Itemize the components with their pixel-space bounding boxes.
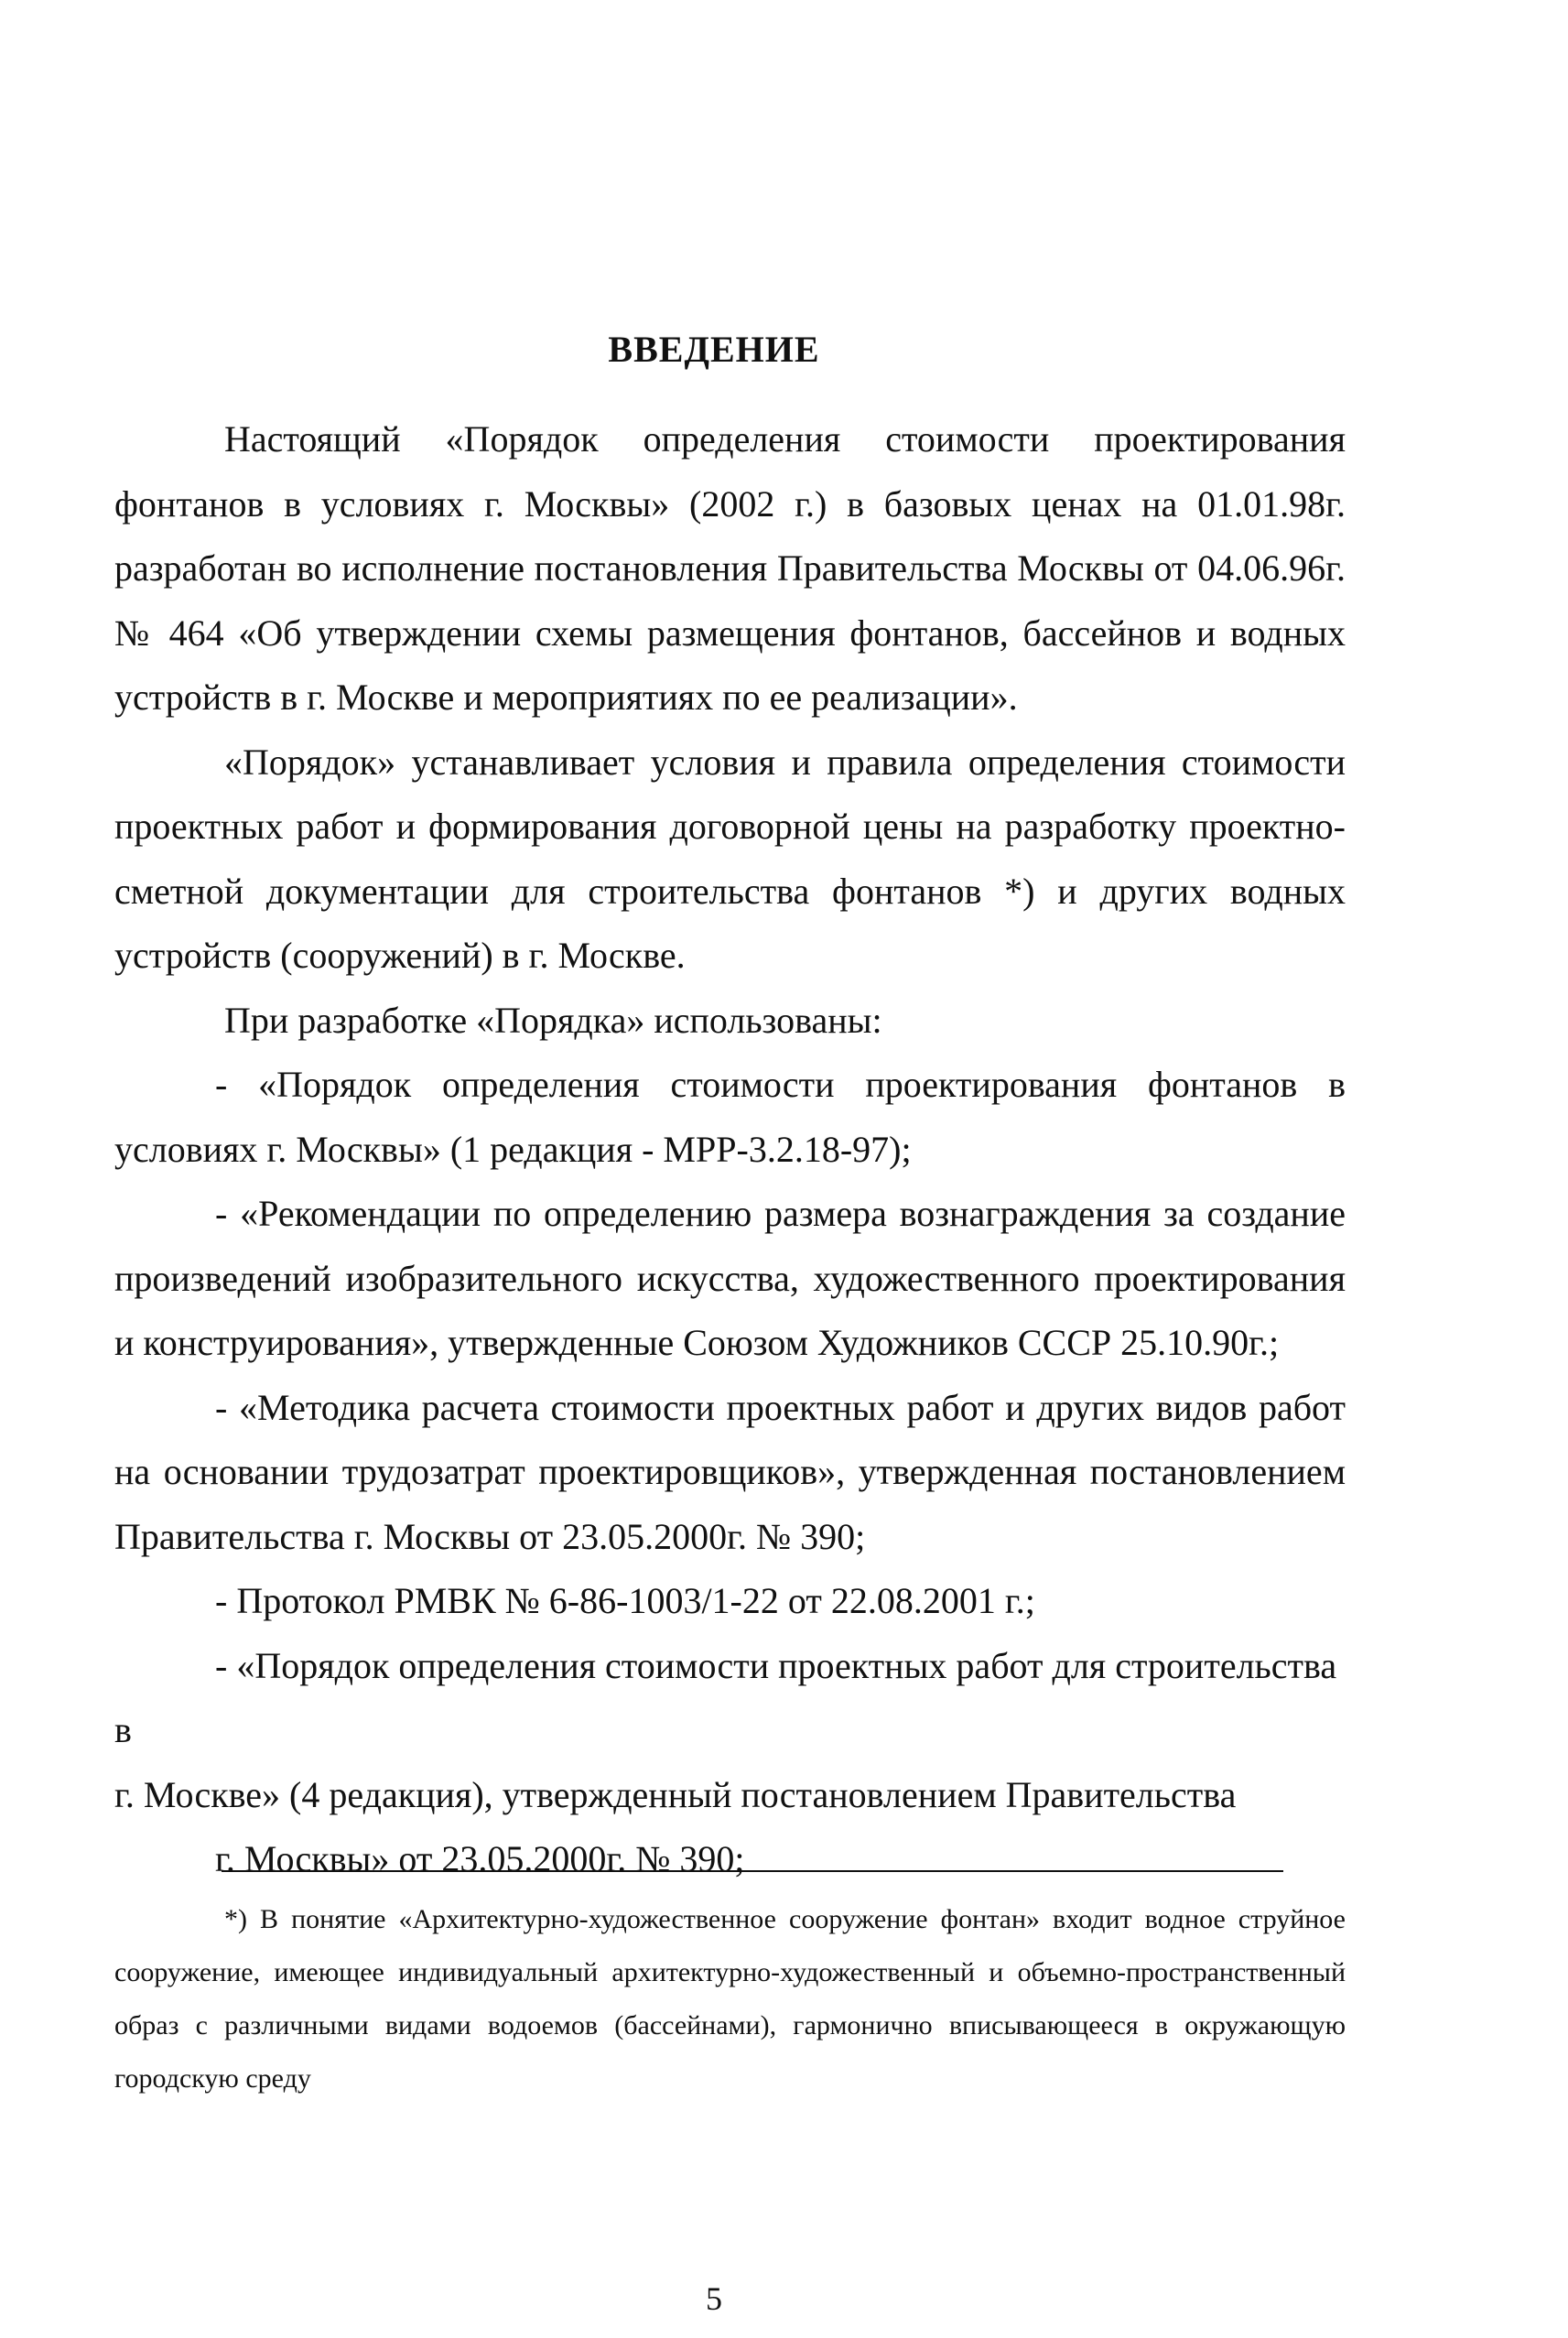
- page-number: 5: [706, 2280, 722, 2317]
- source-item-last-line2: г. Москве» (4 редакция), утвержденный постановлением Правительства: [114, 1773, 1237, 1815]
- source-item: - «Методика расчета стоимости проектных работ и других видов работ на основании трудозатрат проектировщиков», утвержденная постановлением Правительства г. Москвы от 23.05.2000г. № 390;: [114, 1386, 1346, 1557]
- footnote-divider: [222, 1870, 1283, 1872]
- source-item: - «Рекомендации по определению размера вознаграждения за создание произведений изобразительного искусства, художественного проектирования и конструирования», утвержденные Союзом Художников СССР 25.10.90г.;: [114, 1193, 1346, 1363]
- source-item: - «Порядок определения стоимости проектирования фонтанов в условиях г. Москвы» (1 редакция - МРР-3.2.18-97);: [114, 1064, 1346, 1170]
- source-item: - Протокол РМВК № 6-86-1003/1-22 от 22.08.2001 г.;: [215, 1580, 1035, 1621]
- document-body: [114, 407, 1346, 1892]
- source-item-last-line1: - «Порядок определения стоимости проектных работ для строительства в: [114, 1644, 1337, 1750]
- source-item-last-line3: г. Москвы» от 23.05.2000г. № 390;: [215, 1838, 745, 1879]
- sources-intro-paragraph: При разработке «Порядка» использованы:: [224, 999, 882, 1041]
- footnote: *) В понятие «Архитектурно-художественное сооружение фонтан» входит водное струйное сооружение, имеющее индивидуальный архитектурно-художественный и объемно-пространственный образ с различными видами водоемов (бассейнами), гармонично вписывающееся в окружающую городскую среду: [114, 1904, 1346, 2094]
- document-heading: ВВЕДЕНИЕ: [608, 329, 820, 370]
- intro-paragraph: Настоящий «Порядок определения стоимости проектирования фонтанов в условиях г. Москвы» (2002 г.) в базовых ценах на 01.01.98г. разработан во исполнение постановления Правительства Москвы от 04.06.96г. № 464 «Об утверждении схемы размещения фонтанов, бассейнов и водных устройств в г. Москве и мероприятиях по ее реализации».: [114, 418, 1346, 718]
- scope-paragraph: «Порядок» устанавливает условия и правила определения стоимости проектных работ и формирования договорной цены на разработку проектно-сметной документации для строительства фонтанов *) и других водных устройств (сооружений) в г. Москве.: [114, 741, 1346, 976]
